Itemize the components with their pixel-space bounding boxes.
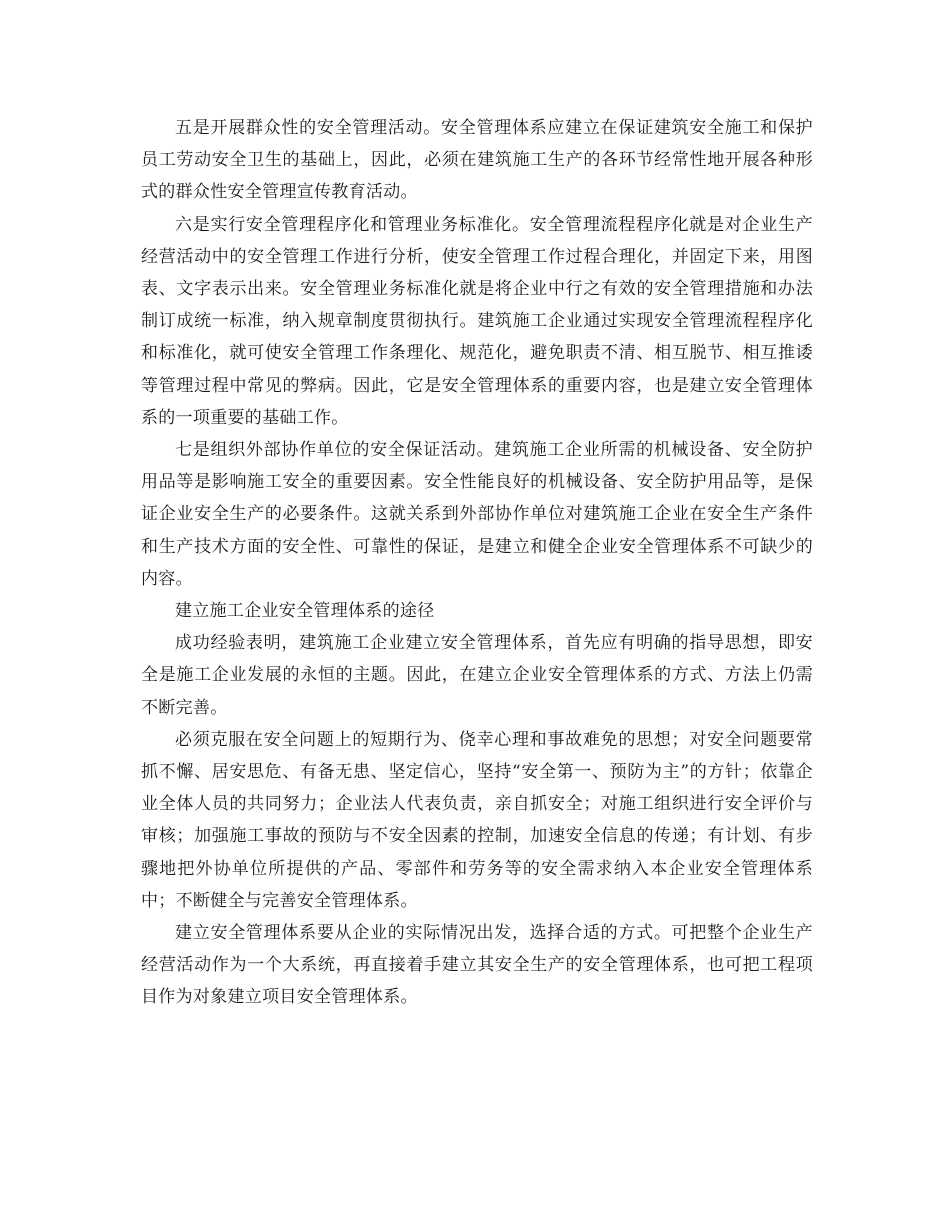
paragraph-mass-safety-activities: 五是开展群众性的安全管理活动。安全管理体系应建立在保证建筑安全施工和保护员工劳动安全卫生的基础上，因此，必须在建筑施工生产的各环节经常性地开展各种形式的群众性安全管理宣传教育活动。 <box>141 118 813 203</box>
document-body <box>141 112 813 1014</box>
paragraph-overcome-shortterm: 必须克服在安全问题上的短期行为、侥幸心理和事故难免的思想；对安全问题要常抓不懈、居安思危、有备无患、坚定信心，坚持“安全第一、预防为主”的方针；依靠企业全体人员的共同努力；企业法人代表负责，亲自抓安全；对施工组织进行安全评价与审核；加强施工事故的预防与不安全因素的控制，加速安全信息的传递；有计划、有步骤地把外协单位所提供的产品、零部件和劳务等的安全需求纳入本企业安全管理体系中；不断健全与完善安全管理体系。 <box>141 729 813 911</box>
paragraph-choose-approach: 建立安全管理体系要从企业的实际情况出发，选择合适的方式。可把整个企业生产经营活动作为一个大系统，再直接着手建立其安全生产的安全管理体系，也可把工程项目作为对象建立项目安全管理体系。 <box>141 923 813 1008</box>
section-heading: 建立施工企业安全管理体系的途径 <box>175 601 435 622</box>
paragraph-standardization: 六是实行安全管理程序化和管理业务标准化。安全管理流程程序化就是对企业生产经营活动中的安全管理工作进行分析，使安全管理工作过程合理化，并固定下来，用图表、文字表示出来。安全管理业务标准化就是将企业中行之有效的安全管理措施和办法制订成统一标准，纳入规章制度贯彻执行。建筑施工企业通过实现安全管理流程程序化和标准化，就可使安全管理工作条理化、规范化，避免职责不清、相互脱节、相互推诿等管理过程中常见的弊病。因此，它是安全管理体系的重要内容，也是建立安全管理体系的一项重要的基础工作。 <box>141 214 813 428</box>
paragraph-external-cooperation: 七是组织外部协作单位的安全保证活动。建筑施工企业所需的机械设备、安全防护用品等是影响施工安全的重要因素。安全性能良好的机械设备、安全防护用品等，是保证企业安全生产的必要条件。这就关系到外部协作单位对建筑施工企业在安全生产条件和生产技术方面的安全性、可靠性的保证，是建立和健全企业安全管理体系不可缺少的内容。 <box>141 440 813 589</box>
paragraph-guiding-thought: 成功经验表明，建筑施工企业建立安全管理体系，首先应有明确的指导思想，即安全是施工企业发展的永恒的主题。因此，在建立企业安全管理体系的方式、方法上仍需不断完善。 <box>141 633 813 718</box>
